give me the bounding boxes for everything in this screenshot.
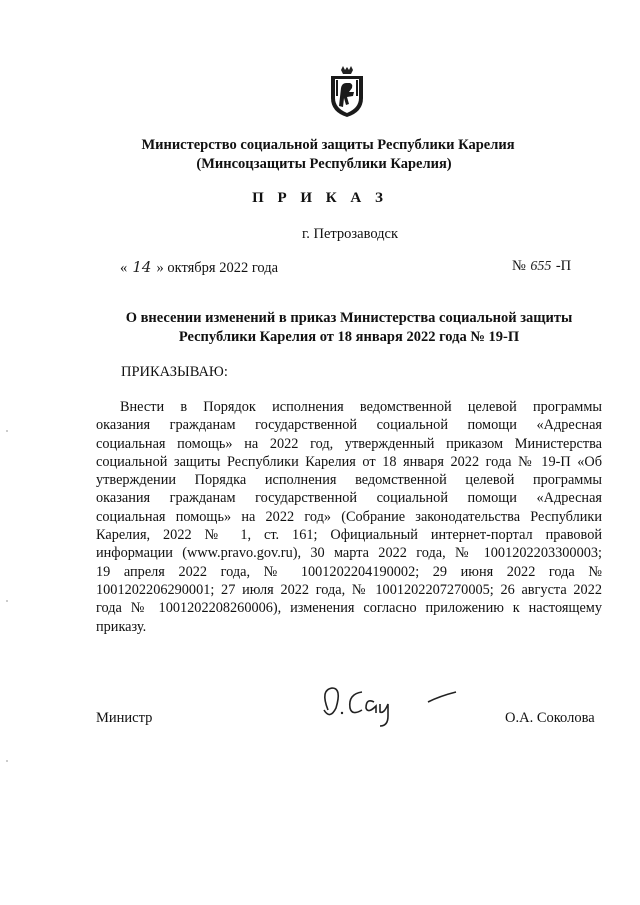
body-line: утверждении Порядка исполнения ведомственной целевой программы [96,472,602,489]
title-line: О внесении изменений в приказ Министерства социальной защиты [125,310,573,326]
organization-name: Министерство социальной защиты Республики Карелия [141,137,515,153]
body-line: оказания гражданам государственной социальной помощи «Адресная [96,417,602,434]
coat-of-arms-icon [327,66,367,118]
number-prefix: № [512,258,526,274]
signatory-position: Министр [96,710,153,726]
body-line: социальная помощь» на 2022 год, утвержденный приказом Министерства [96,435,602,452]
body-line: года № 1001202208260006), изменения согласно приложению к настоящему [96,600,602,617]
number-suffix: -П [555,258,572,274]
number-handwritten: 655 [530,259,552,274]
body-line: социальной защиты Республики Карелия от 18 января 2022 года № 19-П «Об [96,453,602,470]
document-title [96,309,602,347]
order-directive: ПРИКАЗЫВАЮ: [121,364,228,380]
city: г. Петрозаводск [301,226,399,242]
signatory-name: О.А. Соколова [505,710,595,726]
organization-short-name: (Минсоцзащиты Республики Карелия) [196,156,452,172]
body-line: социальная помощь» на 2022 год» (Собрание законодательства Республики [96,508,602,525]
body-line: 19 апреля 2022 года, № 1001202204190002; 29 июня 2022 года № [96,563,602,580]
date-day-handwritten: 14 [132,258,152,276]
document-date [120,258,278,277]
body-line: информации (www.pravo.gov.ru), 30 марта 2022 года, № 1001202203300003; [96,545,602,562]
body-paragraph [96,398,602,636]
scan-mark [6,760,8,762]
document-type: П Р И К А З [252,190,388,206]
scan-mark [6,600,8,602]
body-line: оказания гражданам государственной социальной помощи «Адресная [96,490,602,507]
title-line: Республики Карелия от 18 января 2022 года № 19-П [178,329,520,345]
handwritten-signature [318,680,468,730]
body-line: приказу. [96,618,147,635]
scan-mark [6,430,8,432]
date-open-quote: « [120,260,128,276]
date-rest: » октября 2022 года [156,260,279,276]
body-line: 1001202206290001; 27 июля 2022 года, № 1001202207270005; 26 августа 2022 [96,581,602,598]
body-line: Внести в Порядок исполнения ведомственной целевой программы [120,399,602,415]
body-line: Карелия, 2022 № 1, ст. 161; Официальный интернет-портал правовой [96,527,602,544]
document-number [512,258,571,275]
